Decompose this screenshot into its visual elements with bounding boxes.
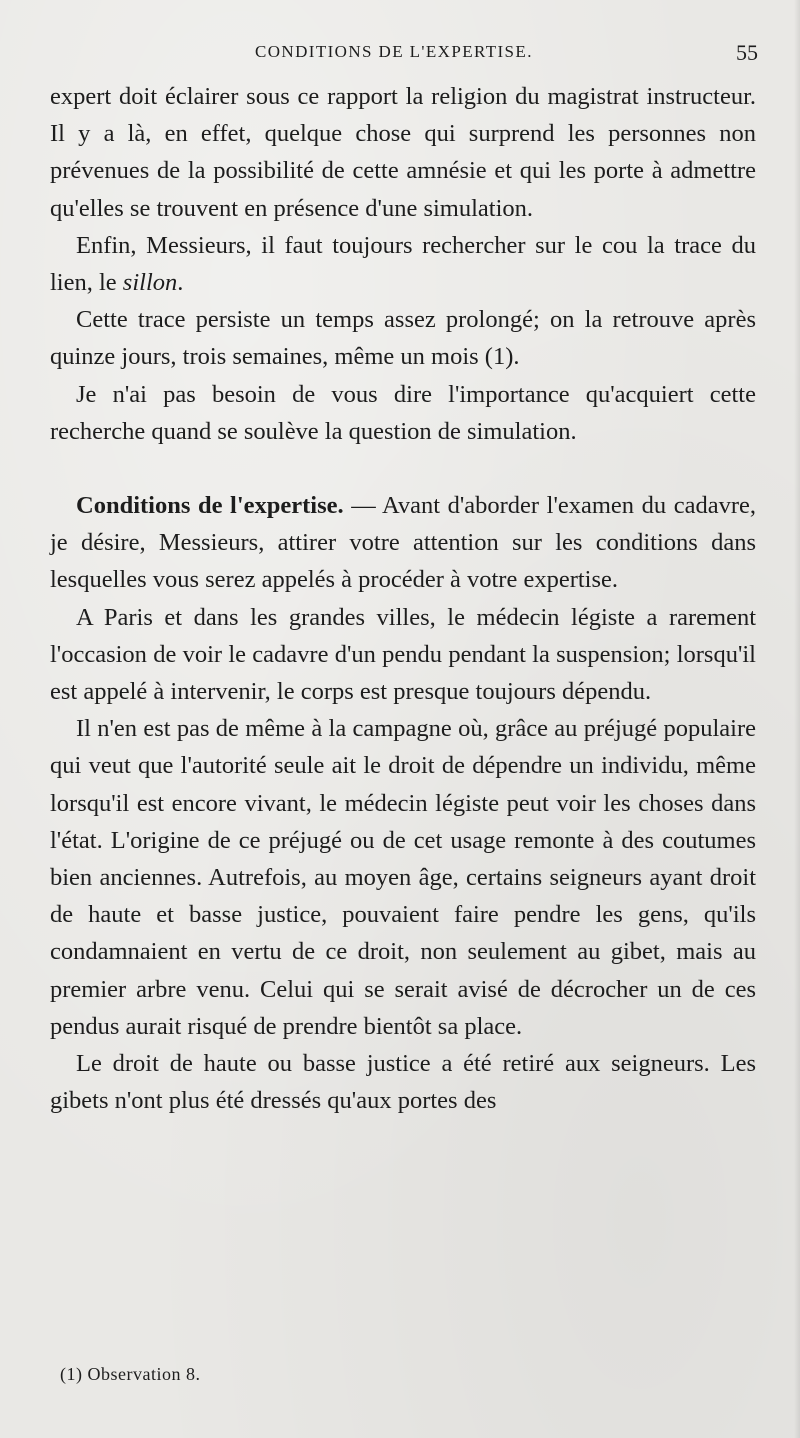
paragraph-3: Cette trace persiste un temps assez prolongé; on la retrouve après quinze jours, trois semaines, même un mois (1). (50, 306, 756, 371)
paragraph-6: A Paris et dans les grandes villes, le médecin légiste a rarement l'occasion de voir le cadavre d'un pendu pendant la suspension; lorsqu'il est appelé à intervenir, le corps est presque toujours dépendu. (50, 603, 756, 706)
paragraph-4: Je n'ai pas besoin de vous dire l'importance qu'acquiert cette recherche quand se soulève la question de simulation. (50, 380, 756, 445)
section-heading: Conditions de l'expertise. (76, 492, 344, 520)
paragraph-5-text: — Avant d'aborder l'examen du cadavre, je désire, Messieurs, attirer votre attention sur les conditions dans lesquelles vous serez appelés à procéder à votre expertise. (50, 492, 756, 594)
running-title: CONDITIONS DE L'EXPERTISE. (255, 42, 533, 61)
paragraph-5 (50, 487, 756, 599)
page-number: 55 (736, 40, 758, 65)
paragraph-2-text: Enfin, Messieurs, il faut toujours rechercher sur le cou la trace du lien, le (50, 231, 756, 297)
paragraph-8: Le droit de haute ou basse justice a été retiré aux seigneurs. Les gibets n'ont plus été dressés qu'aux portes des (50, 1050, 756, 1115)
paragraph-7: Il n'en est pas de même à la campagne où, grâce au préjugé populaire qui veut que l'autorité seule ait le droit de dépendre un individu, même lorsqu'il est encore vivant, le médecin légiste peut voir les choses dans l'état. L'origine de ce préjugé ou de cet usage remonte à des coutumes bien anciennes. Autrefois, au moyen âge, certains seigneurs ayant droit de haute et basse justice, pouvaient faire pendre les gens, qu'ils condamnaient en vertu de ce droit, non seulement au gibet, mais au premier arbre venu. Celui qui se serait avisé de décrocher un de ces pendus aurait risqué de prendre bientôt sa place. (50, 715, 756, 1040)
paragraph-2-italic: sillon (122, 269, 178, 297)
paragraph-2 (50, 227, 756, 301)
page-edge-shadow (794, 0, 800, 1438)
page-header (0, 42, 800, 72)
paragraph-2-end: . (177, 269, 184, 297)
footnote: (1) Observation 8. (60, 1364, 201, 1384)
paragraph-1: expert doit éclairer sous ce rapport la religion du magistrat instructeur. Il y a là, en effet, quelque chose qui surprend les personnes non prévenues de la possibilité de cette amnésie et qui les porte à admettre qu'elles se trouvent en présence d'une simulation. (50, 83, 756, 222)
body-text (50, 78, 756, 1119)
